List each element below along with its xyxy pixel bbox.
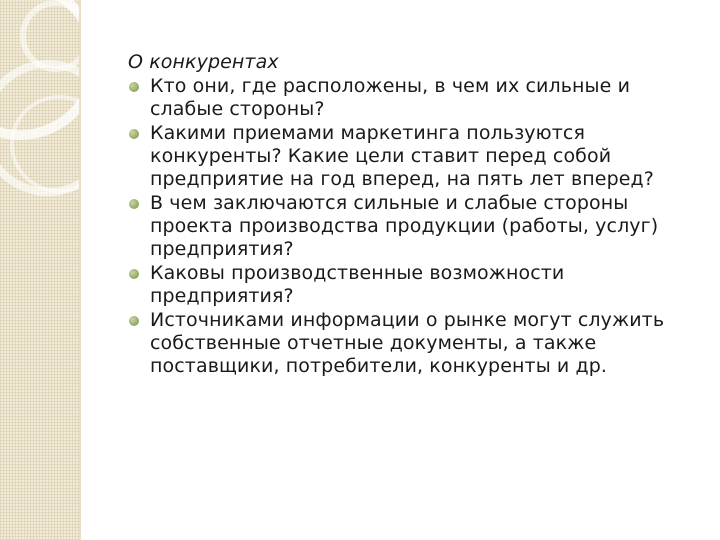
bullet-text: В чем заключаются сильные и слабые стороны проекта производства продукции (работы, услуг) предприятия? xyxy=(150,192,659,260)
bullet-dot-icon xyxy=(129,269,139,279)
bullet-dot-icon xyxy=(129,82,139,92)
bullet-text: Кто они, где расположены, в чем их сильные и слабые стороны? xyxy=(150,75,631,120)
bullet-list xyxy=(128,75,708,378)
bullet-text: Какими приемами маркетинга пользуются конкуренты? Какие цели ставит перед собой предприятие на год вперед, на пять лет вперед? xyxy=(150,122,654,190)
slide-content xyxy=(128,50,708,379)
bullet-item xyxy=(128,262,708,308)
slide-heading: О конкурентах xyxy=(128,51,279,73)
bullet-dot-icon xyxy=(129,199,139,209)
bullet-item xyxy=(128,122,708,191)
bullet-item xyxy=(128,75,708,121)
bullet-item xyxy=(128,309,708,378)
bullet-text: Источниками информации о рынке могут служить собственные отчетные документы, а также поставщики, потребители, конкуренты и др. xyxy=(150,309,665,377)
decorative-side-band xyxy=(0,0,80,540)
bullet-text: Каковы производственные возможности предприятия? xyxy=(150,262,565,307)
bullet-dot-icon xyxy=(129,316,139,326)
side-band-divider xyxy=(79,0,81,540)
bullet-item xyxy=(128,192,708,261)
bullet-dot-icon xyxy=(129,129,139,139)
